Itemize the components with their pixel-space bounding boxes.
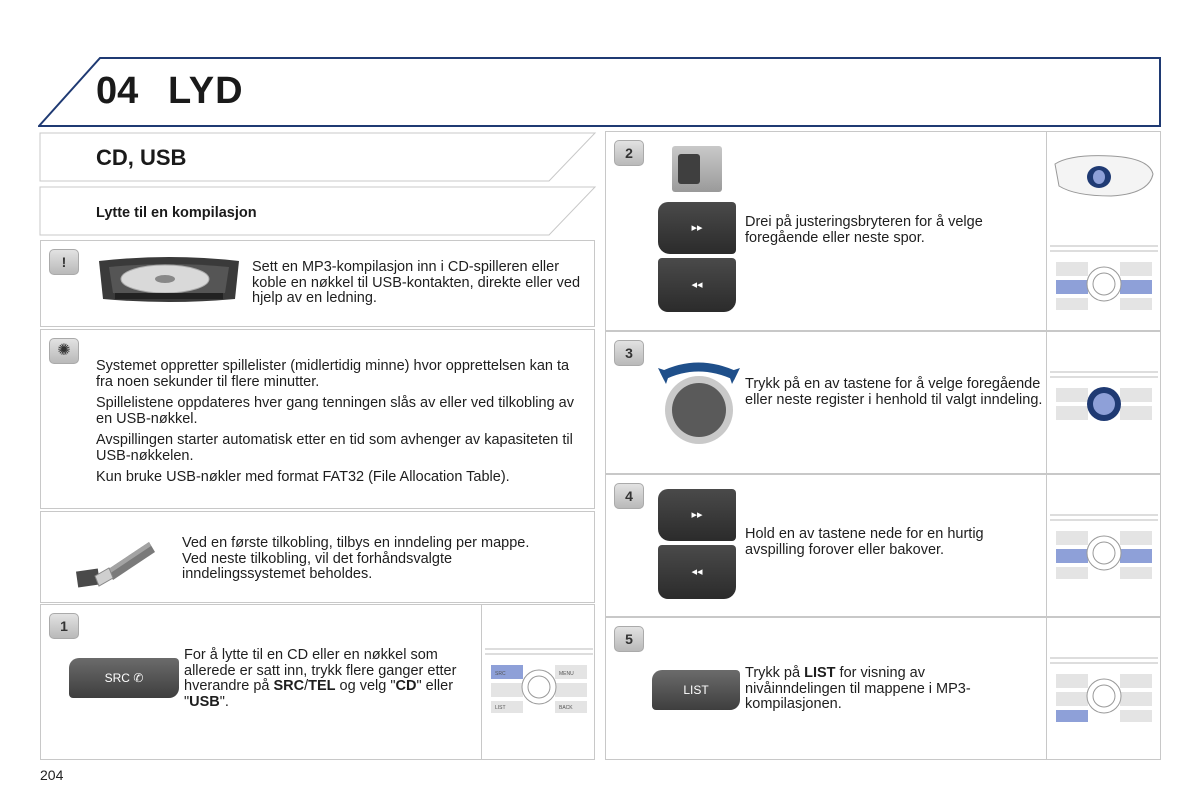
step1-text-part: / — [304, 678, 309, 694]
radio-back-label: BACK — [559, 705, 573, 711]
radio-list-label: LIST — [495, 705, 506, 711]
step-badge: 3 — [614, 340, 644, 366]
adjustment-switch-icon — [672, 146, 722, 192]
warning-panel — [40, 240, 595, 327]
info-panel — [40, 329, 595, 509]
step3-text: Trykk på en av tastene for å velge foregående eller neste register i henhold til valgt inndeling. — [745, 376, 1043, 408]
warning-text: Sett en MP3-kompilasjon inn i CD-spilleren eller koble en nøkkel til USB-kontakten, direkte eller ved hjelp av en ledning. — [252, 259, 581, 306]
step5-text-part: for visning av nivåinndelingen til mappene i MP3-kompilasjonen. — [745, 665, 971, 712]
radio-panel-arrow-highlight — [1050, 511, 1158, 583]
step3-panel — [605, 331, 1161, 474]
radio-src-label: SRC — [495, 671, 506, 677]
radio-thumbnail — [481, 605, 595, 759]
previous-icon: ◂◂ — [691, 279, 703, 291]
step4-panel — [605, 474, 1161, 617]
radio-thumbnail — [1046, 618, 1160, 759]
info-paragraph: Spillelistene oppdateres hver gang tenningen slås av eller ved tilkobling av en USB-nøkkel. — [96, 395, 574, 427]
cd-player-illustration — [95, 253, 243, 305]
radio-menu-label: MENU — [559, 671, 574, 677]
radio-thumbnail — [1046, 475, 1160, 616]
next-track-button[interactable] — [658, 202, 736, 254]
cd-option-label: CD — [395, 678, 417, 694]
list-button-label: LIST — [683, 683, 709, 697]
step5-text-part: Trykk på — [745, 665, 805, 681]
list-button[interactable] — [652, 670, 740, 710]
tel-key-label: TEL — [308, 678, 336, 694]
usb-panel — [40, 511, 595, 603]
section-subtitle: Lytte til en kompilasjon — [96, 205, 257, 221]
usb-key-icon — [57, 526, 157, 588]
info-text — [96, 359, 588, 492]
step1-text-part: og velg " — [335, 678, 396, 694]
steering-control-diagram — [1051, 150, 1157, 202]
step1-panel — [40, 604, 595, 760]
chapter-number: 04 — [96, 70, 139, 112]
fast-forward-button[interactable] — [658, 489, 736, 541]
step2-panel — [605, 131, 1161, 331]
previous-track-button[interactable] — [658, 258, 736, 312]
info-paragraph: Kun bruke USB-nøkler med format FAT32 (File Allocation Table). — [96, 469, 510, 485]
step2-text: Drei på justeringsbryteren for å velge foregående eller neste spor. — [745, 214, 983, 246]
src-button-label: SRC — [104, 671, 130, 685]
rewind-icon: ◂◂ — [691, 566, 703, 578]
rotary-knob-icon — [656, 354, 742, 446]
section-title: CD, USB — [96, 145, 187, 170]
exclamation-icon: ! — [49, 249, 79, 275]
steering-thumbnail — [1046, 132, 1160, 330]
rewind-button[interactable] — [658, 545, 736, 599]
list-key-label: LIST — [804, 665, 836, 681]
step5-panel — [605, 617, 1161, 760]
radio-panel-list-highlight — [1050, 654, 1158, 726]
step-badge: 2 — [614, 140, 644, 166]
lightbulb-icon: ✺ — [49, 338, 79, 364]
step-badge: 1 — [49, 613, 79, 639]
usb-text: Ved en første tilkobling, tilbys en inndeling per mappe. Ved neste tilkobling, vil det forhåndsvalgte inndelingssystemet beholdes. — [182, 535, 530, 582]
step-badge: 5 — [614, 626, 644, 652]
step-badge: 4 — [614, 483, 644, 509]
page-number: 204 — [40, 767, 64, 783]
src-key-label: SRC — [273, 678, 305, 694]
usb-option-label: USB — [189, 693, 220, 710]
info-paragraph: Avspillingen starter automatisk etter en tid som avhenger av kapasiteten til USB-nøkkelen. — [96, 432, 573, 464]
fast-forward-icon: ▸▸ — [691, 509, 703, 521]
radio-thumbnail — [1046, 332, 1160, 473]
step5-text — [745, 666, 1015, 713]
info-paragraph: Systemet oppretter spillelister (midlertidig minne) hvor opprettelsen kan ta fra noen sekunder til flere minutter. — [96, 358, 570, 390]
radio-panel-src-highlight — [485, 645, 593, 717]
step1-text-part: ". — [219, 693, 229, 710]
radio-panel-knob-highlight — [1050, 368, 1158, 440]
step1-text-part: For å lytte til en CD eller en nøkkel som allerede er satt inn, trykk flere ganger etter hverandre på — [184, 647, 457, 694]
step1-text-part: " eller " — [184, 678, 454, 710]
step1-text — [184, 648, 464, 710]
next-icon: ▸▸ — [691, 222, 703, 234]
step4-text: Hold en av tastene nede for en hurtig avspilling forover eller bakover. — [745, 526, 984, 558]
src-button[interactable] — [69, 658, 179, 698]
phone-icon: ✆ — [133, 671, 144, 685]
radio-panel-arrow-highlight — [1050, 242, 1158, 314]
chapter-title: LYD — [168, 70, 244, 112]
